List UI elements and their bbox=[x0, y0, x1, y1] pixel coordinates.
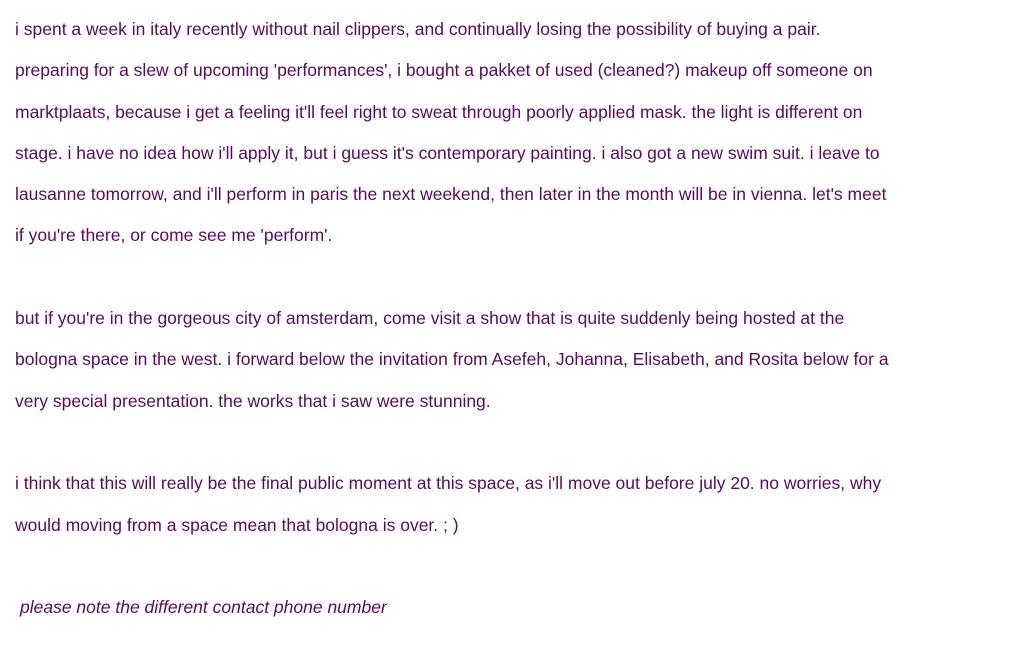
text-line: but if you're in the gorgeous city of amsterdam, come visit a show that is quite suddenly being hosted at the bbox=[15, 308, 845, 329]
text-line: stage. i have no idea how i'll apply it, but i guess it's contemporary painting. i also got a new swim suit. i leave to bbox=[15, 142, 880, 163]
text-line: i think that this will really be the final public moment at this space, as i'll move out before july 20. no worries, why bbox=[15, 473, 882, 494]
paragraph-spacer bbox=[15, 422, 1015, 463]
paragraph-spacer bbox=[15, 546, 1015, 587]
text-line: i spent a week in italy recently without nail clippers, and continually losing the possibility of buying a pair. bbox=[15, 19, 821, 39]
text-line: if you're there, or come see me 'perform'. bbox=[15, 225, 333, 246]
paragraph-final-moment bbox=[15, 463, 1015, 546]
text-line: would moving from a space mean that bologna is over. ; ) bbox=[15, 514, 459, 535]
paragraph-spacer bbox=[15, 257, 1015, 298]
text-line: very special presentation. the works that i saw were stunning. bbox=[15, 390, 491, 411]
contact-note: please note the different contact phone number bbox=[20, 597, 387, 618]
text-line: preparing for a slew of upcoming 'performances', i bought a pakket of used (cleaned?) makeup off someone on bbox=[15, 60, 873, 81]
text-line: bologna space in the west. i forward below the invitation from Asefeh, Johanna, Elisabeth, and Rosita below for a bbox=[15, 349, 889, 370]
text-line: marktplaats, because i get a feeling it'll feel right to sweat through poorly applied mask. the light is different on bbox=[15, 101, 863, 122]
text-line: lausanne tomorrow, and i'll perform in paris the next weekend, then later in the month will be in vienna. let's meet bbox=[15, 184, 887, 205]
paragraph-amsterdam bbox=[15, 298, 1015, 422]
email-body bbox=[15, 9, 1015, 628]
paragraph-italy bbox=[15, 9, 1015, 257]
